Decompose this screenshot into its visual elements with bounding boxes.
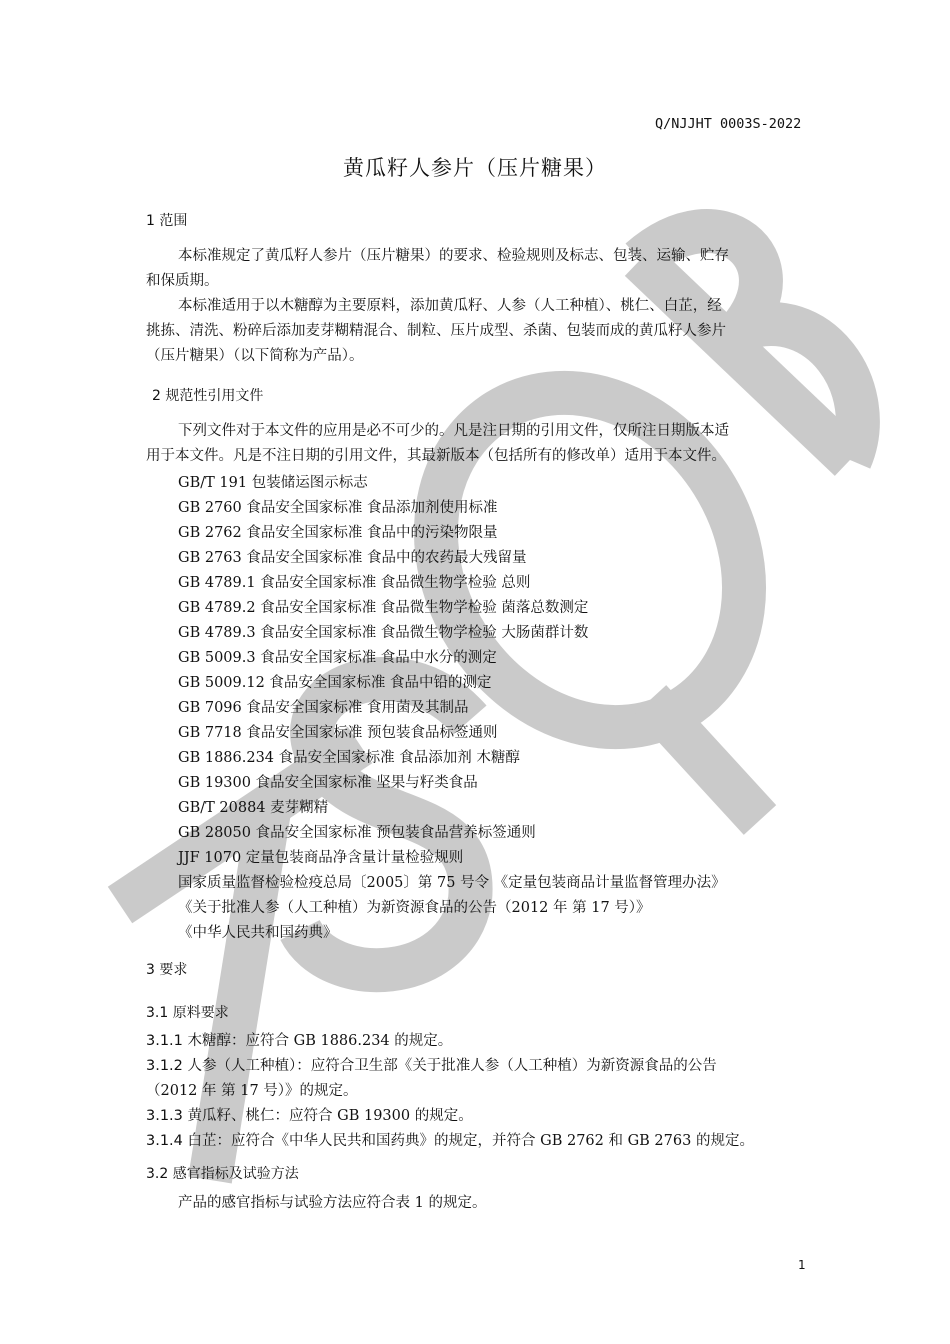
reference-item: 《中华人民共和国药典》 [178,925,338,941]
page-number: 1 [798,1258,806,1272]
reference-item: GB 4789.2 食品安全国家标准 食品微生物学检验 菌落总数测定 [178,600,589,616]
requirement-item: 3.1.4 白芷：应符合《中华人民共和国药典》的规定，并符合 GB 2762 和 GB 2763 的规定。 [146,1133,754,1149]
section-3-2-heading: 3.2 感官指标及试验方法 [146,1166,299,1182]
reference-item: GB 7718 食品安全国家标准 预包装食品标签通则 [178,725,498,741]
section-1-para-2-line-2: 挑拣、清洗、粉碎后添加麦芽糊精混合、制粒、压片成型、杀菌、包装而成的黄瓜籽人参片 [146,323,726,339]
section-3-2-text: 产品的感官指标与试验方法应符合表 1 的规定。 [178,1195,487,1211]
section-2-heading: 2 规范性引用文件 [152,388,264,404]
section-3-1-heading: 3.1 原料要求 [146,1005,229,1021]
reference-item: GB 7096 食品安全国家标准 食用菌及其制品 [178,700,469,716]
reference-item: GB 4789.1 食品安全国家标准 食品微生物学检验 总则 [178,575,531,591]
reference-item: GB 4789.3 食品安全国家标准 食品微生物学检验 大肠菌群计数 [178,625,589,641]
section-3-heading: 3 要求 [146,962,188,978]
reference-item: GB/T 191 包装储运图示标志 [178,475,368,491]
reference-item: GB 2760 食品安全国家标准 食品添加剂使用标准 [178,500,498,516]
section-1-para-1-line-2: 和保质期。 [146,273,219,289]
requirement-item: 3.1.1 木糖醇：应符合 GB 1886.234 的规定。 [146,1033,453,1049]
requirement-item-continuation: （2012 年 第 17 号）》的规定。 [146,1083,358,1099]
reference-item: GB 5009.12 食品安全国家标准 食品中铅的测定 [178,675,492,691]
reference-item: 《关于批准人参（人工种植）为新资源食品的公告（2012 年 第 17 号）》 [178,900,651,916]
reference-item: GB 19300 食品安全国家标准 坚果与籽类食品 [178,775,478,791]
reference-item: GB 28050 食品安全国家标准 预包装食品营养标签通则 [178,825,536,841]
section-2-para-line-1: 下列文件对于本文件的应用是必不可少的。凡是注日期的引用文件，仅所注日期版本适 [178,423,729,439]
section-1-heading: 1 范围 [146,213,188,229]
requirement-item: 3.1.3 黄瓜籽、桃仁：应符合 GB 19300 的规定。 [146,1108,473,1124]
reference-item: GB/T 20884 麦芽糊精 [178,800,329,816]
section-1-para-2-line-3: （压片糖果）（以下简称为产品）。 [146,348,364,364]
section-2-para-line-2: 用于本文件。凡是不注日期的引用文件，其最新版本（包括所有的修改单）适用于本文件。 [146,448,726,464]
document-code: Q/NJJHT 0003S-2022 [655,116,802,132]
document-title: 黄瓜籽人参片（压片糖果） [343,156,607,180]
reference-item: JJF 1070 定量包装商品净含量计量检验规则 [178,850,464,866]
reference-item: GB 2763 食品安全国家标准 食品中的农药最大残留量 [178,550,527,566]
requirement-item: 3.1.2 人参（人工种植）：应符合卫生部《关于批准人参（人工种植）为新资源食品的公告 [146,1058,717,1074]
reference-item: GB 2762 食品安全国家标准 食品中的污染物限量 [178,525,498,541]
section-1-para-1-line-1: 本标准规定了黄瓜籽人参片（压片糖果）的要求、检验规则及标志、包装、运输、贮存 [178,248,729,264]
reference-item: GB 1886.234 食品安全国家标准 食品添加剂 木糖醇 [178,750,520,766]
section-1-para-2-line-1: 本标准适用于以木糖醇为主要原料，添加黄瓜籽、人参（人工种植）、桃仁、白芷，经 [178,298,722,314]
reference-item: GB 5009.3 食品安全国家标准 食品中水分的测定 [178,650,497,666]
reference-item: 国家质量监督检验检疫总局〔2005〕第 75 号令 《定量包装商品计量监督管理办法》 [178,875,726,891]
